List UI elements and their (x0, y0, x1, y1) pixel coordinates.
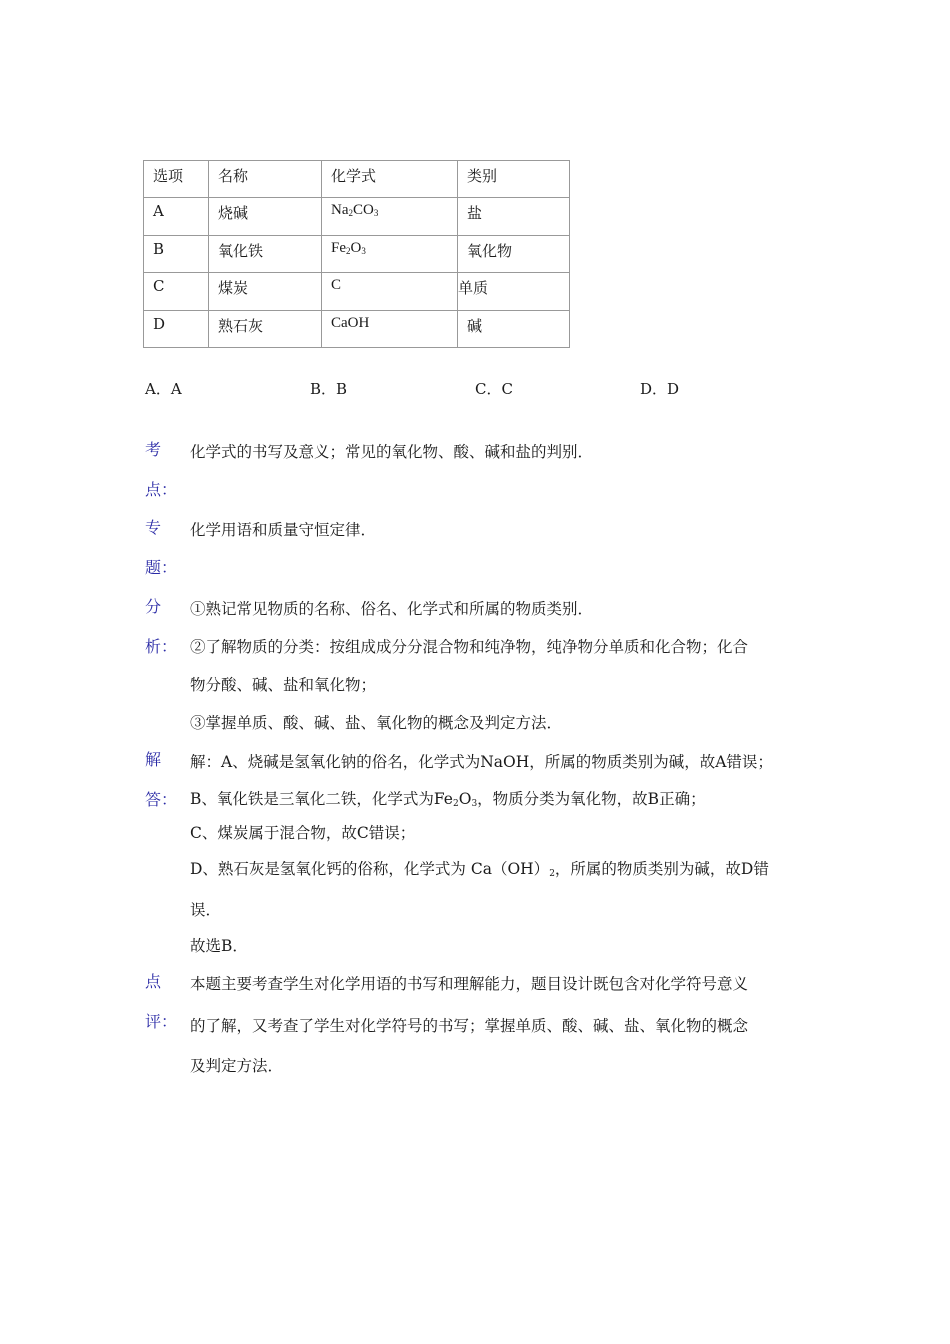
category-cell: 碱 (458, 310, 570, 347)
category-cell: 盐 (458, 198, 570, 235)
table-header: 类别 (458, 161, 570, 198)
table-header-row (144, 161, 570, 198)
formula-cell: $Na_2CO_3$ (322, 198, 458, 235)
name-cell: 煤炭 (209, 273, 322, 310)
dianping-label-1: 点 (145, 972, 162, 991)
option-cell: D (144, 310, 209, 347)
table-row (144, 273, 570, 310)
choice-c: C．C (475, 380, 513, 398)
dianping-line: 的了解，又考查了学生对化学符号的书写；掌握单质、酸、碱、盐、氧化物的概念 (190, 1017, 749, 1035)
table-row (144, 198, 570, 235)
formula-cell: $Fe_2O_3$ (322, 235, 458, 272)
jieda-line: B、氧化铁是三氧化二铁，化学式为$Fe_2O_3$，物质分类为氧化物，故B正确； (190, 790, 706, 809)
table-header: 化学式 (322, 161, 458, 198)
fenxi-label-2: 析： (145, 637, 178, 656)
table-row (144, 235, 570, 272)
fenxi-line: ①熟记常见物质的名称、俗名、化学式和所属的物质类别． (190, 600, 594, 618)
dianping-label-2: 评： (145, 1012, 178, 1031)
jieda-line: 故选B． (190, 937, 248, 955)
option-cell: C (144, 273, 209, 310)
jieda-label-1: 解 (145, 750, 162, 769)
jieda-label-2: 答： (145, 790, 178, 809)
options-table (143, 160, 570, 348)
name-cell: 烧碱 (209, 198, 322, 235)
table-header: 名称 (209, 161, 322, 198)
fenxi-line: ③掌握单质、酸、碱、盐、氧化物的概念及判定方法． (190, 714, 563, 732)
name-cell: 熟石灰 (209, 310, 322, 347)
fenxi-line: ②了解物质的分类：按组成成分分混合物和纯净物，纯净物分单质和化合物；化合 (190, 638, 749, 656)
dianping-line: 本题主要考查学生对化学用语的书写和理解能力，题目设计既包含对化学符号意义 (190, 975, 749, 993)
fenxi-label-1: 分 (145, 597, 162, 616)
answer-choices (145, 378, 845, 398)
choice-d: D．D (640, 380, 680, 398)
jieda-line: C、煤炭属于混合物，故C错误； (190, 824, 416, 842)
kaodian-text: 化学式的书写及意义；常见的氧化物、酸、碱和盐的判别． (190, 443, 594, 461)
option-cell: A (144, 198, 209, 235)
zhuanti-text: 化学用语和质量守恒定律． (190, 521, 377, 539)
option-cell: B (144, 235, 209, 272)
table-row (144, 310, 570, 347)
name-cell: 氧化铁 (209, 235, 322, 272)
category-cell: 氧化物 (458, 235, 570, 272)
kaodian-label-2: 点： (145, 480, 178, 499)
formula-cell: CaOH (322, 310, 458, 347)
choice-b: B．B (310, 380, 348, 398)
jieda-line: 解：A、烧碱是氢氧化钠的俗名，化学式为NaOH，所属的物质类别为碱，故A错误； (190, 753, 773, 771)
zhuanti-label-1: 专 (145, 518, 162, 537)
dianping-line: 及判定方法． (190, 1057, 284, 1075)
kaodian-label-1: 考 (145, 440, 162, 459)
fenxi-line: 物分酸、碱、盐和氧化物； (190, 676, 377, 694)
jieda-line: 误． (190, 901, 222, 919)
formula-cell: C (322, 273, 458, 310)
zhuanti-label-2: 题： (145, 558, 178, 577)
choice-a: A．A (145, 380, 182, 398)
table-header: 选项 (144, 161, 209, 198)
category-cell: 单质 (458, 273, 570, 310)
jieda-line: D、熟石灰是氢氧化钙的俗称，化学式为 $Ca(OH)_2$，所属的物质类别为碱，故D错 (190, 860, 769, 879)
